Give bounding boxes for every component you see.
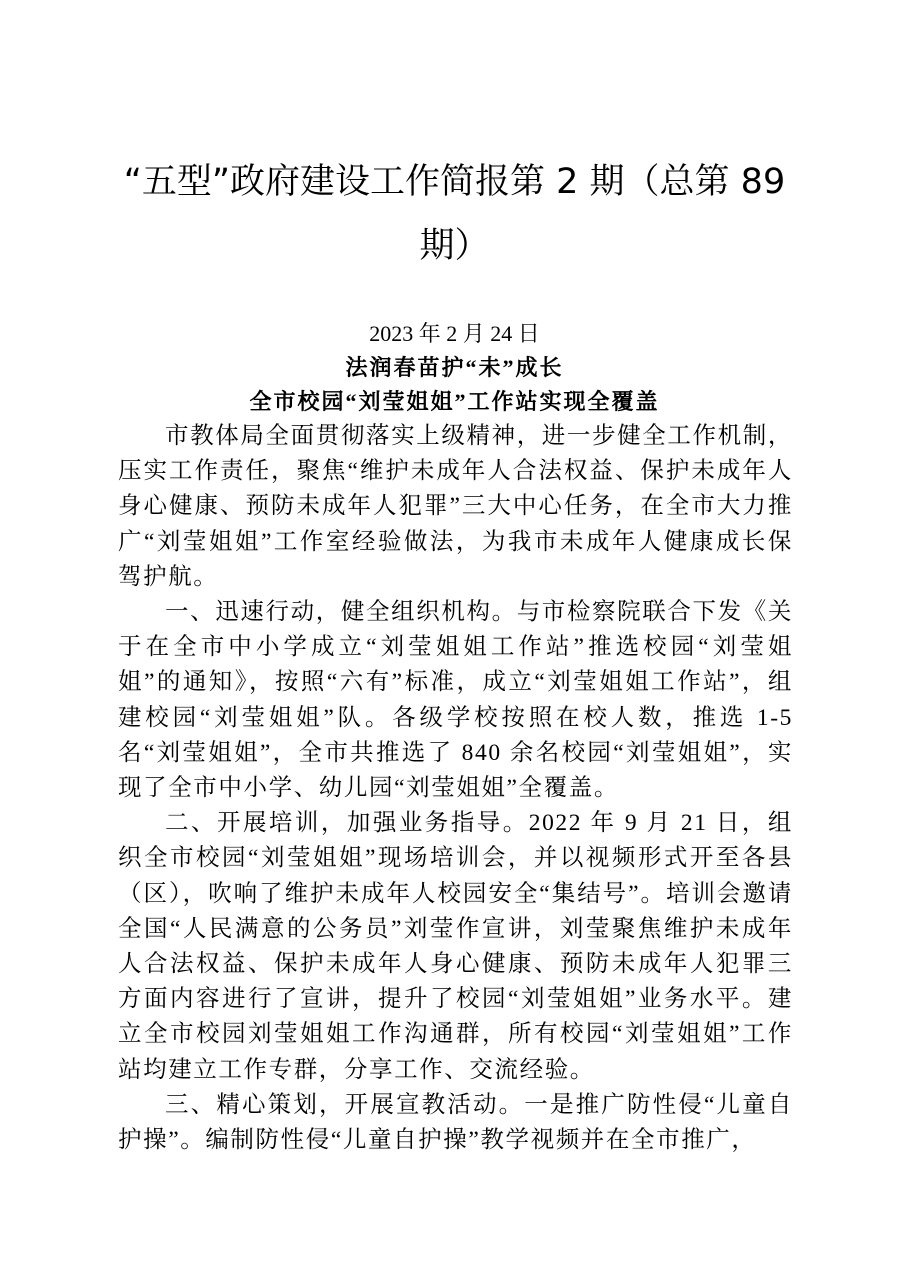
publish-date: 2023 年 2 月 24 日 <box>369 321 540 346</box>
body-paragraph: 三、精心策划，开展宣教活动。一是推广防性侵“儿童自护操”。编制防性侵“儿童自护操”教学视频并在全市推广， <box>118 1091 793 1154</box>
body-paragraph: 二、开展培训，加强业务指导。2022 年 9 月 21 日，组织全市校园“刘莹姐姐”现场培训会，并以视频形式开至各县（区），吹响了维护未成年人校园安全“集结号”。培训会邀请全国“人民满意的公务员”刘莹作宣讲，刘莹聚焦维护未成年人合法权益、保护未成年人身心健康、预防未成年人犯罪三方面内容进行了宣讲，提升了校园“刘莹姐姐”业务水平。建立全市校园刘莹姐姐工作沟通群，所有校园“刘莹姐姐”工作站均建立工作专群，分享工作、交流经验。 <box>118 810 793 1083</box>
article-headline-line-2: 全市校园“刘莹姐姐”工作站实现全覆盖 <box>249 389 660 414</box>
document-title: “五型”政府建设工作简报第 2 期（总第 89 期） <box>123 162 786 266</box>
body-paragraph: 一、迅速行动，健全组织机构。与市检察院联合下发《关于在全市中小学成立“刘莹姐姐工作站”推选校园“刘莹姐姐”的通知》，按照“六有”标准，成立“刘莹姐姐工作站”，组建校园“刘莹姐姐”队。各级学校按照在校人数，推选 1-5 名“刘莹姐姐”，全市共推选了 840 余名校园“刘莹姐姐”，实现了全市中小学、幼儿园“刘莹姐姐”全覆盖。 <box>118 599 793 802</box>
article-body <box>118 419 793 1158</box>
body-paragraph: 市教体局全面贯彻落实上级精神，进一步健全工作机制，压实工作责任，聚焦“维护未成年人合法权益、保护未成年人身心健康、预防未成年人犯罪”三大中心任务，在全市大力推广“刘莹姐姐”工作室经验做法，为我市未成年人健康成长保驾护航。 <box>118 423 793 590</box>
article-headline-line-1: 法润春苗护“未”成长 <box>345 355 564 380</box>
